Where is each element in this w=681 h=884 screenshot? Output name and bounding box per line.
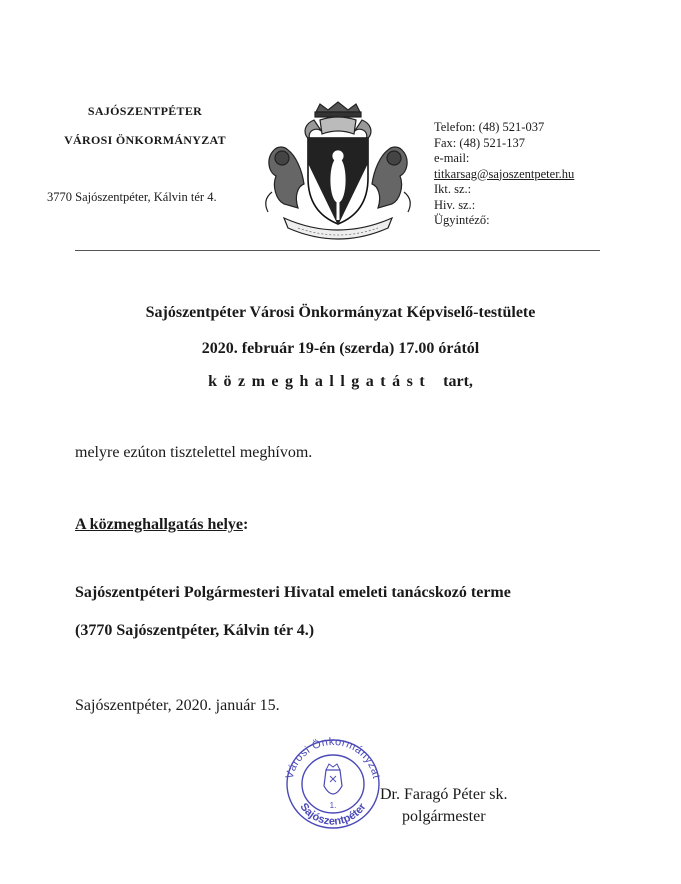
coat-of-arms-icon [258, 100, 418, 245]
phone-line: Telefon: (48) 521-037 [434, 120, 545, 134]
place-label [75, 516, 248, 534]
header-divider [75, 250, 600, 251]
place-line-2: (3770 Sajószentpéter, Kálvin tér 4.) [75, 622, 315, 639]
title-line-3 [0, 373, 681, 391]
stamp-number: 1. [329, 801, 337, 810]
signature-block [380, 784, 508, 828]
svg-text:Városi Önkormányzat: Városi Önkormányzat [283, 736, 383, 781]
organization-name [56, 104, 234, 148]
signer-name: Dr. Faragó Péter sk. [380, 786, 508, 803]
place-line-1: Sajószentpéteri Polgármesteri Hivatal emeleti tanácskozó terme [75, 584, 511, 601]
email-link[interactable]: titkarsag@sajoszentpeter.hu [434, 166, 575, 181]
ugyintezo-line: Ügyintéző: [434, 213, 490, 227]
org-name-line2: VÁROSI ÖNKORMÁNYZAT [64, 133, 226, 147]
fax-line: Fax: (48) 521-137 [434, 135, 525, 150]
title-tail: tart, [443, 373, 473, 390]
org-name-line1: SAJÓSZENTPÉTER [87, 104, 203, 118]
org-address: 3770 Sajószentpéter, Kálvin tér 4. [47, 190, 217, 204]
ikt-line: Ikt. sz.: [434, 182, 472, 196]
hiv-line: Hiv. sz.: [434, 197, 476, 212]
email-label: e-mail: [434, 151, 470, 165]
document-date: Sajószentpéter, 2020. január 15. [75, 697, 280, 714]
place-label-text: A közmeghallgatás helye [75, 516, 243, 533]
signer-role: polgármester [402, 808, 486, 825]
title-line-2: 2020. február 19-én (szerda) 17.00 órától [201, 340, 480, 357]
title-line-1: Sajószentpéter Városi Önkormányzat Képviselő-testülete [145, 304, 536, 321]
official-seal-stamp-icon [278, 736, 388, 832]
svg-text:Sajószentpéter: Sajószentpéter [297, 801, 369, 828]
place-label-colon: : [243, 516, 249, 533]
title-spaced-word: közmeghallgatást [208, 373, 432, 390]
contact-block [434, 120, 574, 229]
invitation-text: melyre ezúton tisztelettel meghívom. [75, 444, 313, 461]
